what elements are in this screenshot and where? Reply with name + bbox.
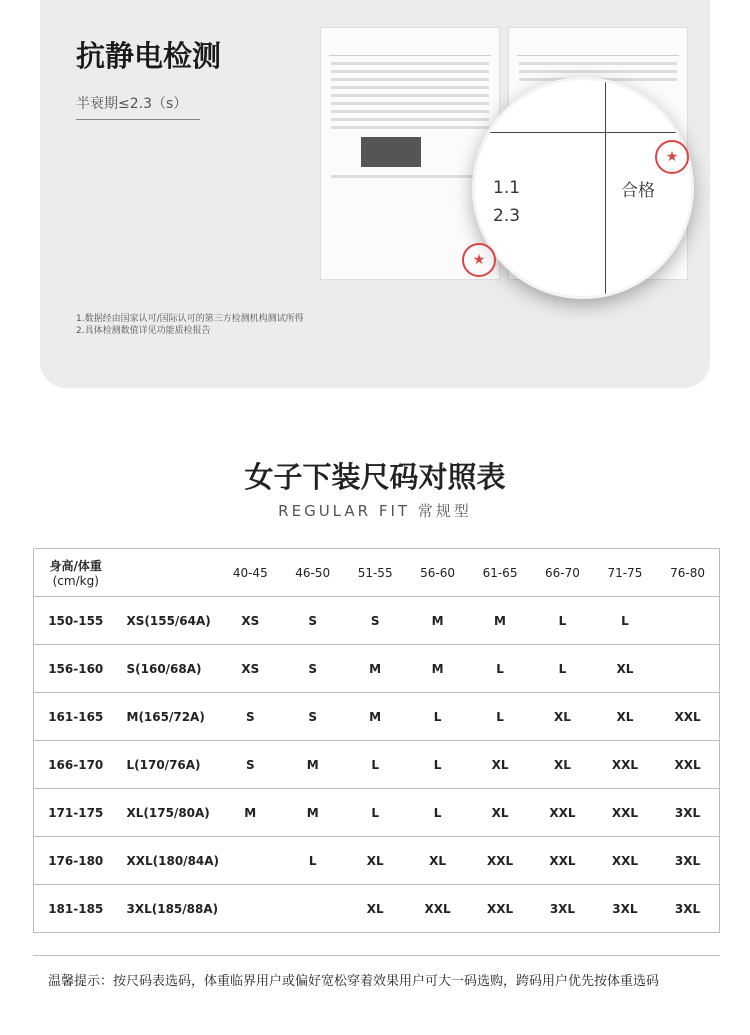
- size-cell: XXL: [656, 693, 719, 741]
- magnifier-zoom: [472, 77, 694, 299]
- size-cell: XL: [531, 741, 593, 789]
- size-cell: M: [344, 645, 406, 693]
- size-cell: [281, 885, 343, 933]
- size-cell: M: [344, 693, 406, 741]
- table-row: [34, 741, 720, 789]
- size-cell: M: [281, 789, 343, 837]
- size-cell: XL: [594, 645, 656, 693]
- size-cell: L: [281, 837, 343, 885]
- size-cell: XXL: [594, 837, 656, 885]
- table-header: [34, 549, 720, 597]
- size-cell: XXL: [594, 789, 656, 837]
- result-pass: 合格: [621, 181, 655, 201]
- size-cell: XL: [469, 789, 531, 837]
- red-stamp-icon: ★: [462, 243, 496, 277]
- size-chart-title: 女子下装尺码对照表: [244, 460, 506, 494]
- red-stamp-icon: ★: [655, 140, 689, 174]
- weight-header: 40-45: [219, 549, 281, 597]
- size-cell: L: [469, 693, 531, 741]
- size-cell: S: [281, 597, 343, 645]
- size-cell: M: [219, 789, 281, 837]
- weight-header: 61-65: [469, 549, 531, 597]
- size-cell: M: [406, 597, 468, 645]
- height-cell: 156-160: [34, 645, 118, 693]
- height-cell: 150-155: [34, 597, 118, 645]
- size-cell: L: [469, 645, 531, 693]
- table-row: [34, 693, 720, 741]
- size-label-cell: M(165/72A): [118, 693, 220, 741]
- note-1: 1.数据经由国家认可/国际认可的第三方检测机构测试所得: [76, 314, 304, 324]
- size-label-cell: S(160/68A): [118, 645, 220, 693]
- size-cell: XS: [219, 597, 281, 645]
- size-cell: XL: [406, 837, 468, 885]
- size-cell: S: [344, 597, 406, 645]
- size-cell: XXL: [656, 741, 719, 789]
- size-cell: 3XL: [594, 885, 656, 933]
- size-cell: XL: [531, 693, 593, 741]
- note-2: 2.具体检测数值详见功能质检报告: [76, 326, 211, 336]
- size-cell: XL: [469, 741, 531, 789]
- size-cell: L: [406, 741, 468, 789]
- size-cell: XL: [594, 693, 656, 741]
- size-cell: [219, 885, 281, 933]
- table-row: [34, 789, 720, 837]
- size-chart-subtitle: REGULAR FIT 常规型: [278, 502, 472, 520]
- size-cell: XXL: [469, 885, 531, 933]
- height-cell: 171-175: [34, 789, 118, 837]
- height-cell: 176-180: [34, 837, 118, 885]
- size-cell: XXL: [594, 741, 656, 789]
- size-cell: M: [469, 597, 531, 645]
- size-cell: L: [531, 645, 593, 693]
- half-life-subtitle: 半衰期≤2.3（s）: [76, 93, 200, 120]
- size-cell: XL: [344, 885, 406, 933]
- corner-header: [34, 549, 118, 597]
- size-cell: XXL: [531, 837, 593, 885]
- weight-header: 66-70: [531, 549, 593, 597]
- size-cell: M: [406, 645, 468, 693]
- size-label-cell: L(170/76A): [118, 741, 220, 789]
- size-cell: L: [406, 789, 468, 837]
- blank-header: [118, 549, 220, 597]
- size-cell: XXL: [469, 837, 531, 885]
- height-cell: 166-170: [34, 741, 118, 789]
- size-label-cell: XS(155/64A): [118, 597, 220, 645]
- antistatic-title: 抗静电检测: [76, 39, 222, 73]
- size-label-cell: 3XL(185/88A): [118, 885, 220, 933]
- size-tip: 温馨提示：按尺码表选码，体重临界用户或偏好宽松穿着效果用户可大一码选购，跨码用户优先按体重选码: [48, 974, 660, 989]
- corner-line-1: 身高/体重: [49, 559, 102, 573]
- size-cell: L: [344, 741, 406, 789]
- size-cell: XXL: [531, 789, 593, 837]
- table-row: [34, 597, 720, 645]
- weight-header: 76-80: [656, 549, 719, 597]
- size-cell: 3XL: [656, 789, 719, 837]
- size-cell: XS: [219, 645, 281, 693]
- value-1: 1.1: [493, 178, 521, 198]
- height-cell: 161-165: [34, 693, 118, 741]
- divider: [33, 955, 720, 956]
- size-cell: [656, 645, 719, 693]
- size-cell: L: [406, 693, 468, 741]
- size-cell: L: [594, 597, 656, 645]
- size-label-cell: XXL(180/84A): [118, 837, 220, 885]
- size-table: [33, 548, 720, 933]
- size-cell: XXL: [406, 885, 468, 933]
- size-cell: 3XL: [656, 837, 719, 885]
- weight-header: 71-75: [594, 549, 656, 597]
- table-row: [34, 837, 720, 885]
- weight-header: 46-50: [281, 549, 343, 597]
- size-cell: 3XL: [656, 885, 719, 933]
- size-cell: [656, 597, 719, 645]
- size-label-cell: XL(175/80A): [118, 789, 220, 837]
- size-cell: S: [281, 645, 343, 693]
- size-cell: XL: [344, 837, 406, 885]
- test-report-image-1: [320, 27, 500, 280]
- size-cell: L: [531, 597, 593, 645]
- weight-header: 51-55: [344, 549, 406, 597]
- size-cell: S: [281, 693, 343, 741]
- corner-line-2: (cm/kg): [52, 574, 99, 588]
- table-row: [34, 645, 720, 693]
- table-row: [34, 885, 720, 933]
- size-cell: S: [219, 693, 281, 741]
- height-cell: 181-185: [34, 885, 118, 933]
- size-cell: L: [344, 789, 406, 837]
- size-cell: [219, 837, 281, 885]
- value-2: 2.3: [493, 206, 521, 226]
- weight-header: 56-60: [406, 549, 468, 597]
- size-cell: S: [219, 741, 281, 789]
- size-cell: 3XL: [531, 885, 593, 933]
- size-cell: M: [281, 741, 343, 789]
